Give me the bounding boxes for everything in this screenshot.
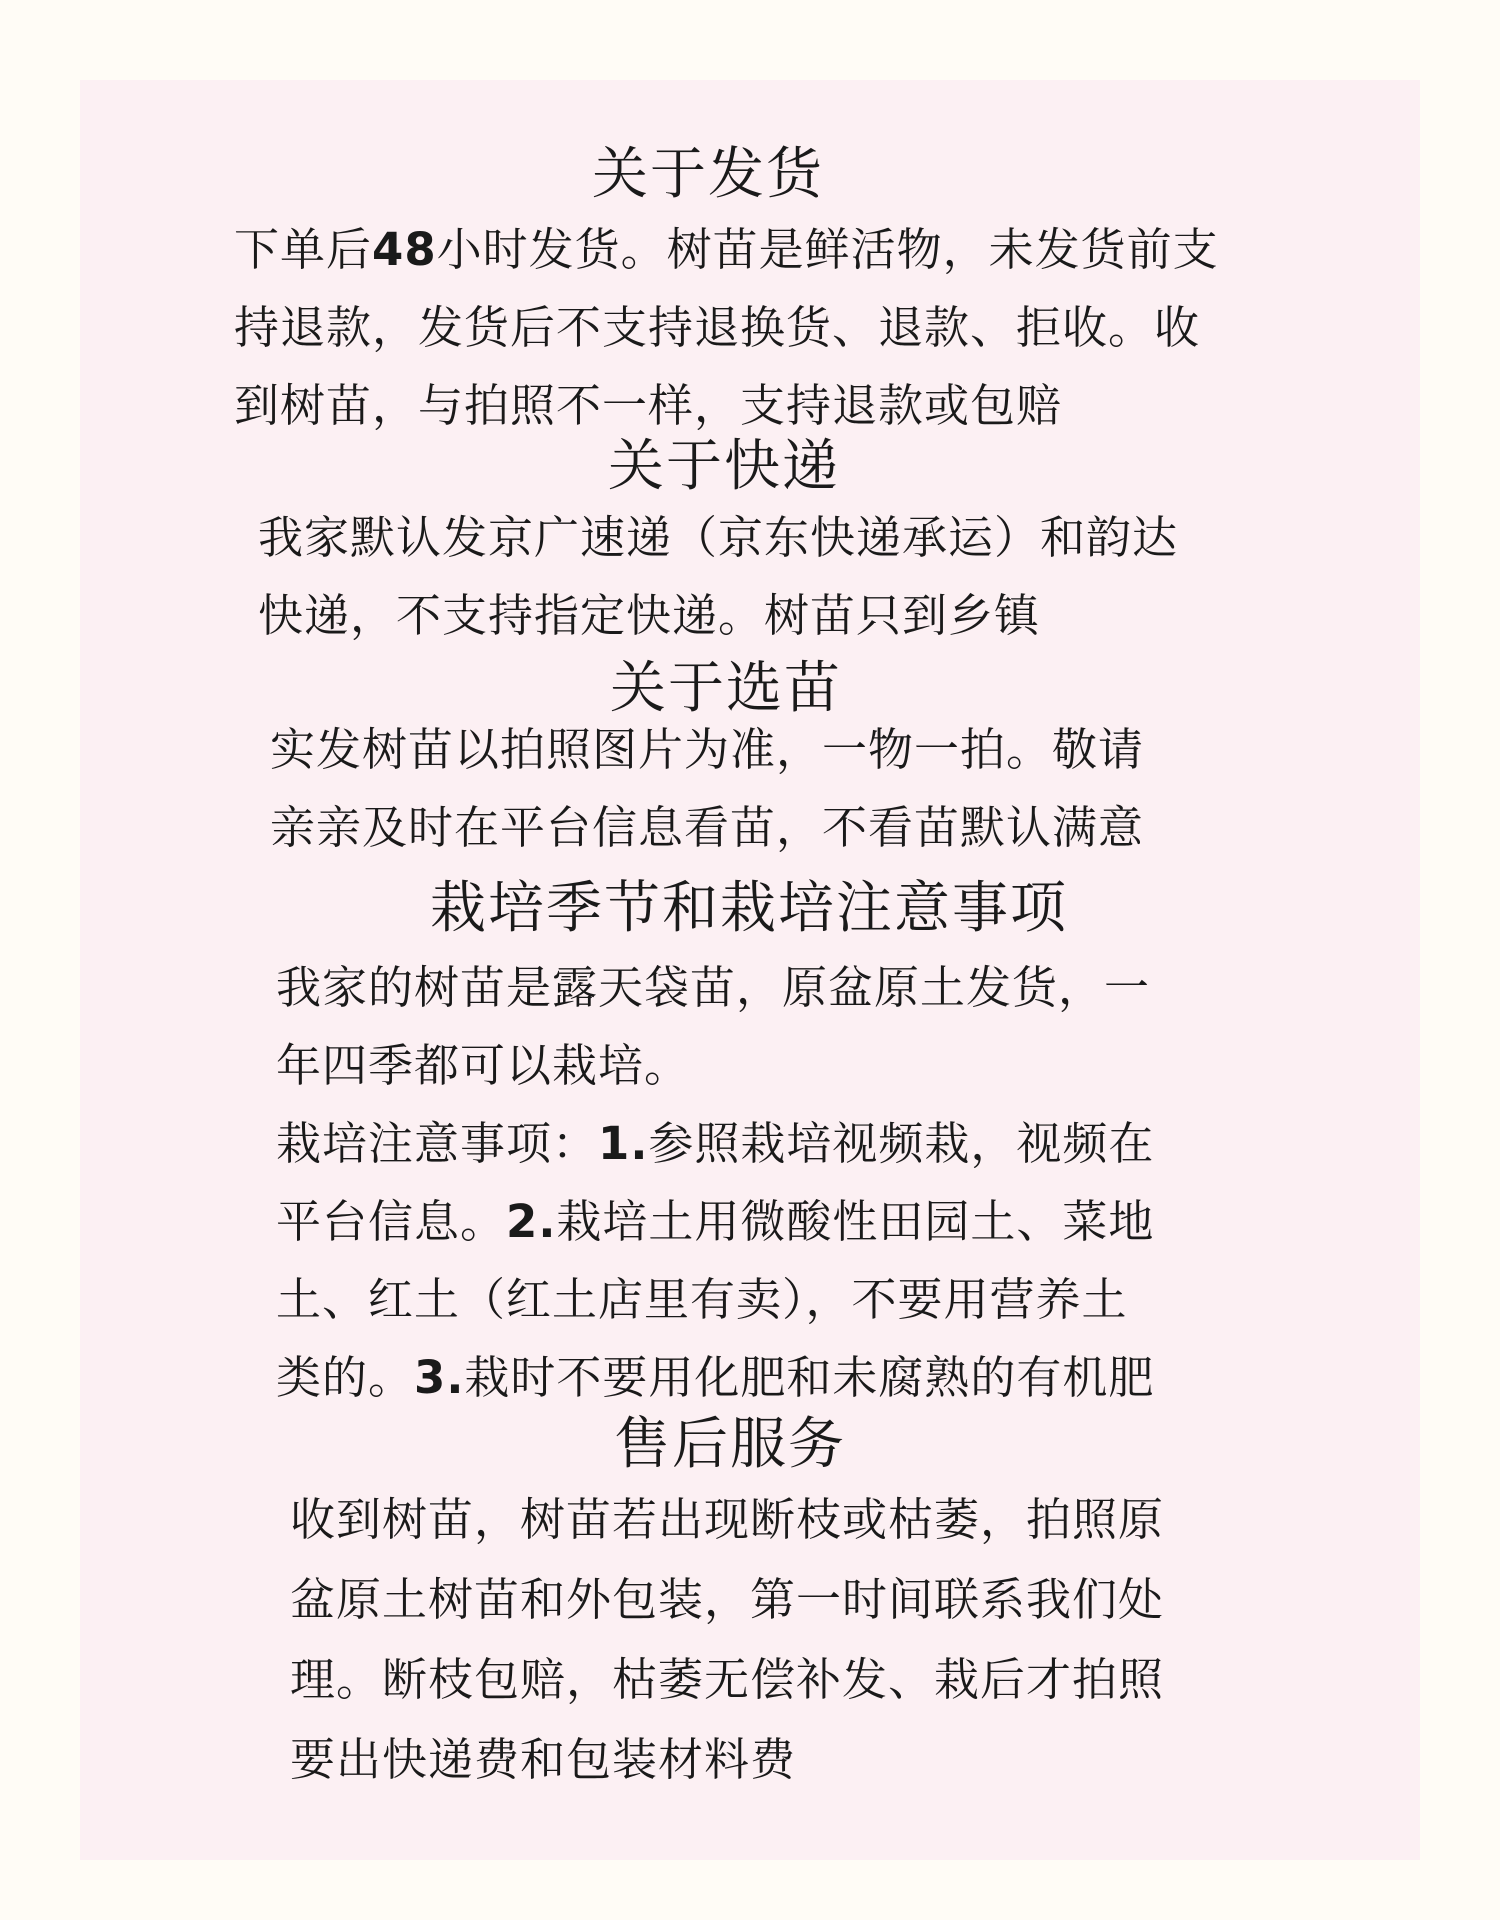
text-segment: 下单后 [234,223,373,276]
cultivation-line-4 [276,1192,1154,1252]
info-card [80,80,1420,1860]
courier-line-2: 快递，不支持指定快递。树苗只到乡镇 [258,589,1041,642]
aftersales-line-2: 盆原土树苗和外包装，第一时间联系我们处 [290,1573,1165,1626]
cultivation-line-3 [276,1114,1154,1174]
section-title-aftersales: 售后服务 [614,1412,846,1477]
text-segment: 类的。 [276,1351,415,1404]
shipping-line-1 [234,220,1219,280]
text-segment: 参照栽培视频栽，视频在 [648,1117,1155,1170]
text-segment: 平台信息。 [276,1195,507,1248]
cultivation-line-2: 年四季都可以栽培。 [276,1039,691,1092]
section-title-shipping: 关于发货 [592,142,824,207]
number-highlight: 1. [598,1117,649,1170]
cultivation-line-6 [276,1348,1154,1408]
shipping-line-3: 到树苗，与拍照不一样，支持退款或包赔 [234,379,1063,432]
aftersales-line-4: 要出快递费和包装材料费 [290,1733,797,1786]
aftersales-line-1: 收到树苗，树苗若出现断枝或枯萎，拍照原 [290,1493,1165,1546]
cultivation-line-5: 土、红土（红土店里有卖），不要用营养土 [276,1273,1128,1326]
selection-line-2: 亲亲及时在平台信息看苗，不看苗默认满意 [270,801,1145,854]
text-segment: 栽培土用微酸性田园土、菜地 [556,1195,1155,1248]
section-title-courier: 关于快递 [608,434,840,499]
text-segment: 小时发货。树苗是鲜活物，未发货前支 [436,223,1219,276]
shipping-line-2: 持退款，发货后不支持退换货、退款、拒收。收 [234,301,1201,354]
cultivation-line-1: 我家的树苗是露天袋苗，原盆原土发货，一 [276,961,1151,1014]
number-highlight: 48 [372,223,437,276]
selection-line-1: 实发树苗以拍照图片为准，一物一拍。敬请 [270,723,1145,776]
section-title-selection: 关于选苗 [610,656,842,721]
number-highlight: 3. [414,1351,465,1404]
number-highlight: 2. [506,1195,557,1248]
text-segment: 栽培注意事项： [276,1117,599,1170]
text-segment: 栽时不要用化肥和未腐熟的有机肥 [464,1351,1155,1404]
courier-line-1: 我家默认发京广速递（京东快递承运）和韵达 [258,511,1179,564]
section-title-cultivation: 栽培季节和栽培注意事项 [430,876,1068,941]
aftersales-line-3: 理。断枝包赔，枯萎无偿补发、栽后才拍照 [290,1653,1165,1706]
